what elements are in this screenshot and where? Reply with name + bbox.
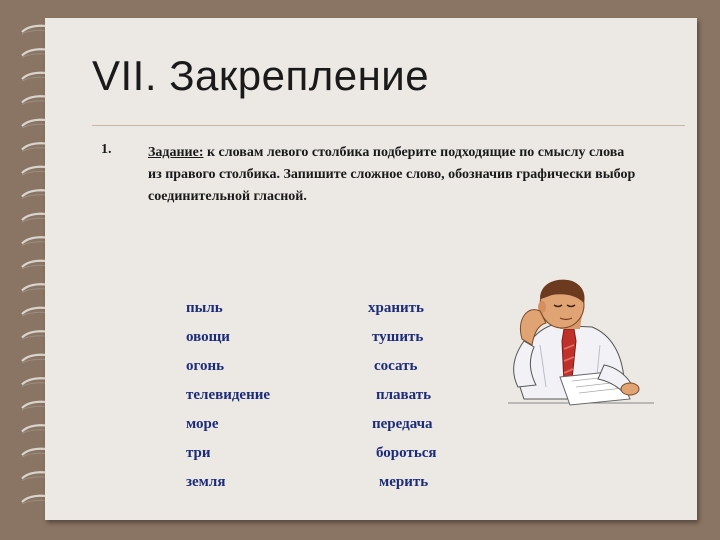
title-divider [92,125,685,126]
left-word: овощи [186,329,230,345]
page-title: VII. Закрепление [92,52,430,99]
left-word: пыль [186,300,223,316]
task-description [148,142,640,208]
left-word: огонь [186,358,225,374]
right-word: передача [372,416,433,432]
left-word: три [186,445,211,461]
right-word: мерить [379,474,429,490]
left-word: море [186,416,219,432]
right-word: тушить [372,329,424,345]
right-word: плавать [376,387,432,403]
left-word: телевидение [186,387,271,403]
task-body: к словам левого столбика подберите подходящие по смыслу слова из правого столбика. Запишите сложное слово, обозначив графически выбор соединительной гласной. [148,145,636,204]
left-word: земля [186,474,226,490]
right-word: хранить [368,300,424,316]
thinking-man-at-desk-illustration [500,275,660,410]
task-number: 1. [101,142,112,157]
task-label: Задание: [148,145,204,160]
right-word: сосать [374,358,418,374]
right-word: бороться [376,445,437,461]
